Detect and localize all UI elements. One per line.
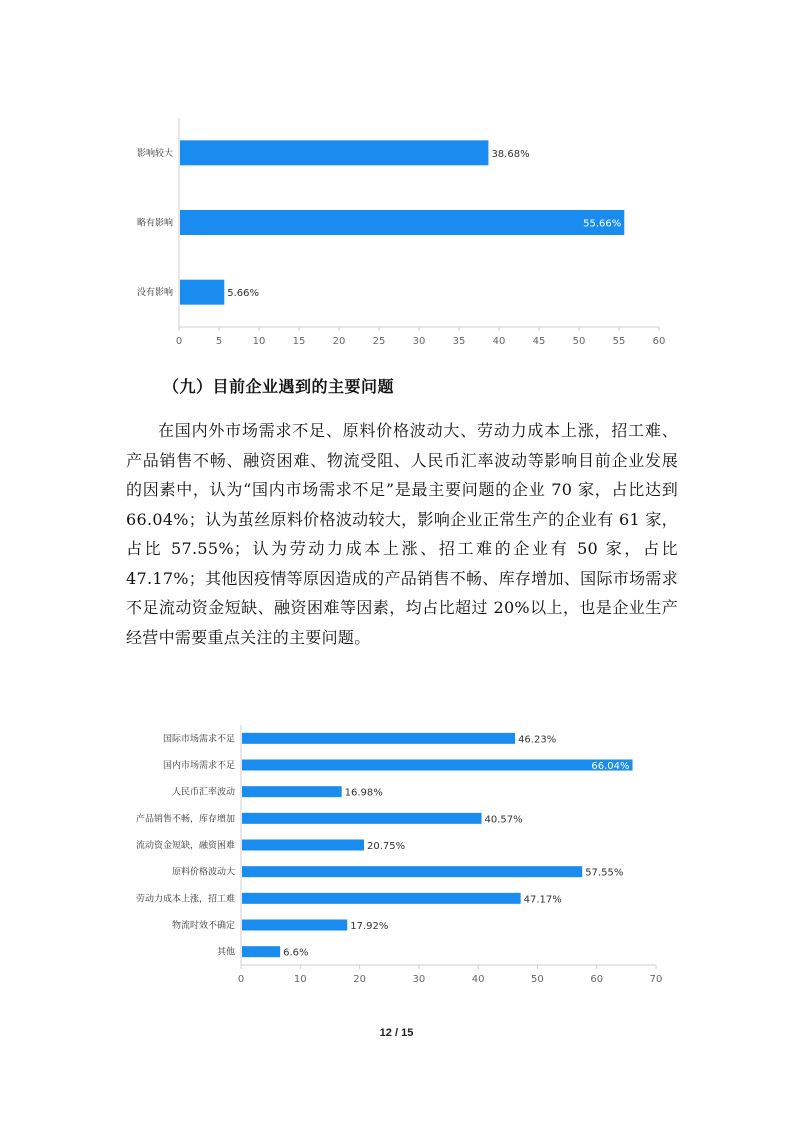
category-label: 其他 (216, 947, 235, 958)
bar (242, 946, 280, 957)
bar (242, 920, 347, 931)
category-label: 没有影响 (136, 288, 173, 299)
x-tick-label: 10 (293, 974, 307, 985)
x-tick-label: 60 (590, 974, 604, 985)
bar (242, 760, 633, 771)
x-tick-label: 0 (237, 974, 245, 985)
value-label: 57.55% (585, 867, 624, 879)
x-tick-label: 15 (292, 336, 306, 347)
bar (242, 733, 515, 744)
x-tick-label: 25 (372, 336, 386, 347)
value-label: 46.23% (518, 734, 557, 746)
category-label: 国内市场需求不足 (162, 761, 235, 771)
value-label: 47.17% (523, 894, 562, 906)
value-label: 20.75% (367, 841, 406, 852)
section-title: （九）目前企业遇到的主要问题 (163, 377, 395, 396)
x-tick-label: 70 (649, 974, 663, 985)
x-tick-label: 40 (471, 974, 485, 985)
body-paragraph: 在国内外市场需求不足、原料价格波动大、劳动力成本上涨，招工难、产品销售不畅、融资困难、物流受阻、人民币汇率波动等影响目前企业发展的因素中，认为“国内市场需求不足”是最主要问题的企业 70 家，占比达到 66.04%；认为茧丝原料价格波动较大，影响企业正常生产的企业有 61 家，占比 57.55%；认为劳动力成本上涨、招工难的企业有 50 家，占比 47.17%；其他因疫情等原因造成的产品销售不畅、库存增加、国际市场需求不足流动资金短缺、融资困难等因素，均占比超过 20%以上，也是企业生产经营中需要重点关注的主要问题。 (126, 421, 678, 647)
bar (242, 893, 521, 904)
value-label: 17.92% (350, 921, 389, 932)
value-label: 5.66% (227, 288, 260, 300)
x-tick-label: 20 (353, 974, 366, 985)
bar (242, 866, 582, 877)
value-label: 16.98% (344, 787, 383, 799)
x-tick-label: 30 (412, 974, 426, 985)
x-tick-label: 30 (412, 336, 426, 347)
bar (180, 140, 488, 165)
bar (242, 813, 482, 824)
x-tick-label: 40 (492, 336, 506, 347)
x-tick-label: 35 (452, 336, 466, 347)
category-label: 影响较大 (136, 148, 173, 159)
category-label: 产品销售不畅，库存增加 (135, 814, 235, 825)
value-label: 38.68% (491, 148, 530, 160)
value-label: 40.57% (484, 814, 523, 826)
value-label: 55.66% (583, 218, 622, 230)
x-tick-label: 55 (612, 336, 626, 347)
category-label: 流动资金短缺，融资困难 (135, 841, 235, 851)
bar (180, 280, 224, 305)
x-tick-label: 20 (332, 336, 346, 347)
value-label: 66.04% (591, 761, 630, 772)
category-label: 国际市场需求不足 (162, 734, 235, 745)
value-label: 6.6% (283, 947, 309, 959)
category-label: 物流时效不确定 (171, 921, 235, 931)
x-tick-label: 50 (531, 974, 544, 985)
impact-bar-chart (0, 0, 793, 360)
x-tick-label: 60 (652, 336, 666, 347)
x-tick-label: 10 (252, 336, 266, 347)
x-tick-label: 45 (532, 336, 546, 347)
bar (180, 210, 624, 235)
bar (242, 786, 342, 797)
category-label: 略有影响 (136, 218, 173, 229)
page-number: 12 / 15 (379, 1027, 414, 1039)
x-tick-label: 0 (175, 336, 183, 347)
x-tick-label: 50 (572, 336, 586, 347)
category-label: 原料价格波动大 (171, 867, 235, 878)
category-label: 人民币汇率波动 (171, 787, 235, 798)
category-label: 劳动力成本上涨，招工难 (135, 894, 235, 905)
bar (242, 840, 364, 851)
x-tick-label: 5 (215, 336, 223, 347)
problems-bar-chart (0, 700, 793, 1000)
